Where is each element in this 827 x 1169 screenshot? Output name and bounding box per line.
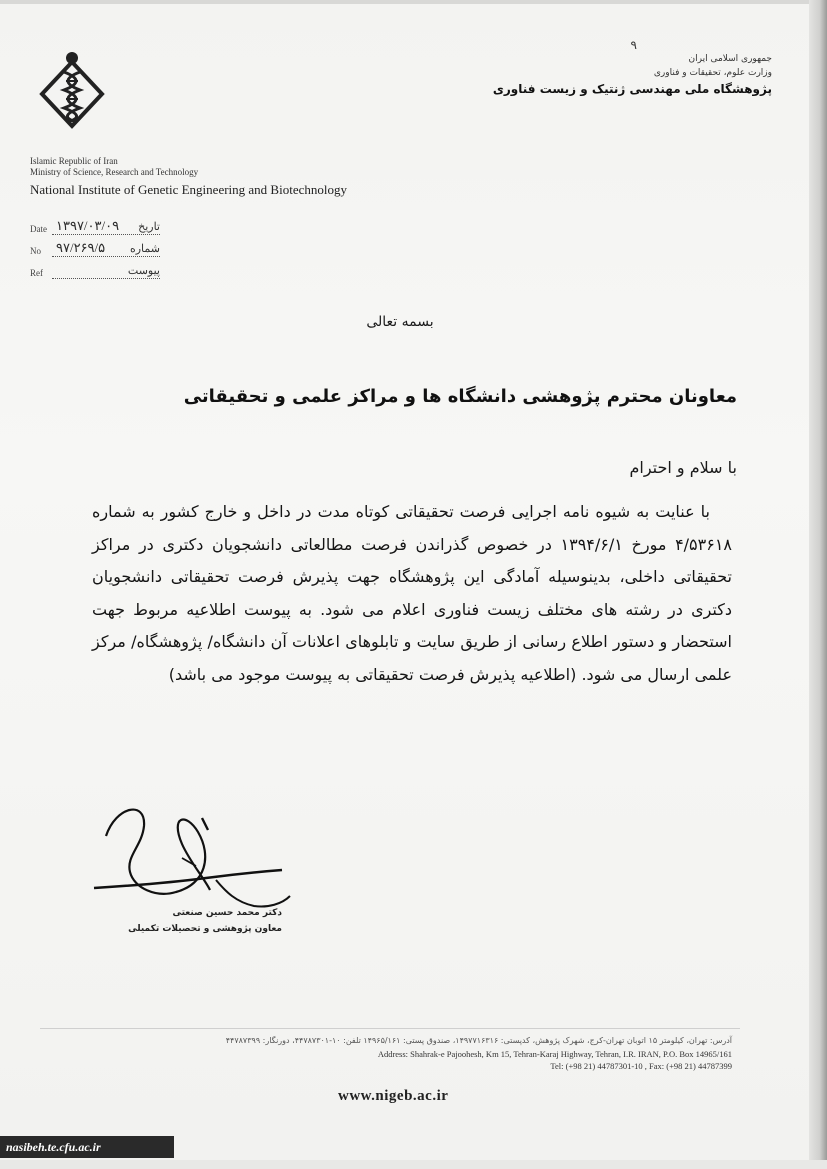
watermark: nasibeh.te.cfu.ac.ir	[0, 1136, 174, 1158]
signatory-name: دکتر محمد حسین صنعتی	[172, 908, 282, 918]
date-label-fa: تاریخ	[138, 221, 160, 233]
institute-fa: پژوهشگاه ملی مهندسی ژنتیک و زیست فناوری	[492, 82, 772, 96]
ministry-fa: وزارت علوم، تحقیقات و فناوری	[653, 68, 772, 78]
date-label: Date	[30, 224, 47, 234]
country-en: Islamic Republic of Iran	[30, 156, 118, 166]
opening-invocation: بسمه تعالی	[366, 314, 434, 330]
footer-address	[226, 1034, 732, 1072]
greeting: با سلام و احترام	[629, 458, 737, 477]
letter-body	[92, 496, 732, 691]
number-row	[30, 240, 160, 262]
date-row	[30, 218, 160, 240]
ref-label: Ref	[30, 268, 43, 278]
recipient-line: معاونان محترم پژوهشی دانشگاه ها و مراکز علمی و تحقیقاتی	[183, 386, 737, 407]
number-value: ۹۷/۲۶۹/۵	[56, 240, 106, 255]
address-fa: آدرس: تهران، کیلومتر ۱۵ اتوبان تهران-کرج، شهرک پژوهش، کدپستی: ۱۴۹۷۷۱۶۳۱۶، صندوق پستی: ۱۴۹۶۵/۱۶۱ تلفن: ۱۰-۴۴۷۸۷۳۰۱، دورنگار: ۴۴۷۸۷۳۹۹	[225, 1036, 732, 1045]
body-paragraph: با عنایت به شیوه نامه اجرایی فرصت تحقیقاتی کوتاه مدت در داخل و خارج کشور به شماره ۴/۵۳۶۱۸ مورخ ۱۳۹۴/۶/۱ در خصوص گذراندن فرصت مطالعاتی دانشجویان دکتری در مراکز تحقیقاتی داخلی، بدینوسیله آمادگی این پژوهشگاه جهت پذیرش فرصت تحقیقاتی دانشجویان دکتری در رشته های مختلف زیست فناوری اعلام می شود. به پیوست اطلاعیه مربوط جهت استحضار و دستور اطلاع رسانی از طریق سایت و تابلوهای اعلانات آن دانشگاه/ پژوهشگاه/ مرکز علمی ارسال می شود. (اطلاعیه پذیرش فرصت تحقیقاتی به پیوست موجود می باشد)	[92, 502, 733, 684]
footer-divider	[40, 1028, 740, 1029]
scan-edge-right	[809, 0, 827, 1169]
english-header	[30, 156, 347, 199]
scan-edge-bottom	[0, 1160, 827, 1169]
signatory-title: معاون پژوهشی و تحصیلات تکمیلی	[128, 924, 282, 934]
number-label-fa: شماره	[129, 243, 160, 255]
header-mark: ٩	[630, 38, 637, 52]
number-label: No	[30, 246, 41, 256]
contact-en: Tel: (+98 21) 44787301-10 , Fax: (+98 21) 44787399	[550, 1061, 732, 1071]
signature-image	[86, 796, 296, 916]
website-url: www.nigeb.ac.ir	[338, 1088, 449, 1104]
country-fa: جمهوری اسلامی ایران	[688, 54, 772, 64]
ref-row	[30, 262, 160, 284]
letter-meta	[30, 218, 160, 284]
institute-en: National Institute of Genetic Engineering and Biotechnology	[30, 182, 347, 197]
date-value: ۱۳۹۷/۰۳/۰۹	[56, 218, 120, 233]
scan-edge-top	[0, 0, 827, 4]
ministry-en: Ministry of Science, Research and Technology	[30, 167, 199, 177]
address-en: Address: Shahrak-e Pajoohesh, Km 15, Tehran-Karaj Highway, Tehran, I.R. IRAN, P.O. Box 14965/161	[377, 1049, 732, 1059]
institute-logo-icon	[36, 48, 108, 144]
ref-label-fa: پیوست	[127, 265, 160, 277]
persian-header	[493, 52, 772, 98]
